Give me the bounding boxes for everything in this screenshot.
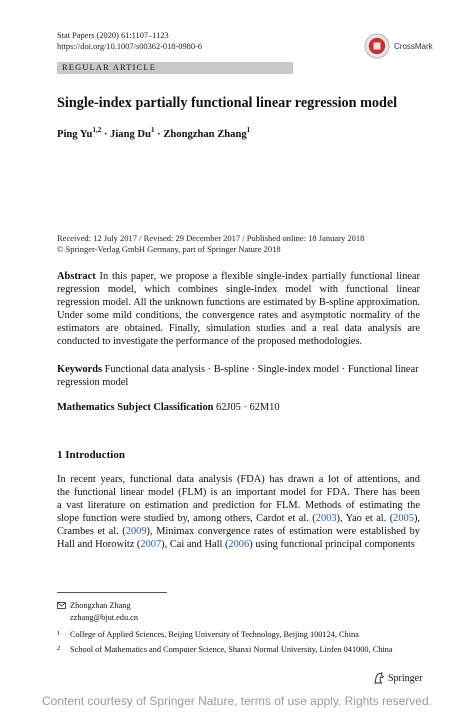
intro-line xyxy=(57,526,420,539)
affiliation-text: School of Mathematics and Computer Science, Shanxi Normal University, Linfen 041000, China xyxy=(70,645,393,654)
author-affiliation-mark: 1 xyxy=(150,126,155,134)
copyright-line: © Springer-Verlag GmbH Germany, part of Springer Nature 2018 xyxy=(57,244,281,254)
journal-header xyxy=(57,30,202,52)
citation-link[interactable]: 2003 xyxy=(315,512,337,524)
contact-name: Zhongzhan Zhang xyxy=(70,601,131,610)
affiliation-number: 1 xyxy=(57,630,61,637)
intro-text: slope function were studied by, among others, Cardot et al. ( xyxy=(57,512,316,524)
citation-link[interactable]: 2009 xyxy=(125,525,147,537)
publisher-name: Springer xyxy=(388,672,423,684)
intro-line xyxy=(57,487,420,500)
intro-text: In recent years, functional data analysis (FDA) has drawn a lot of attentions, and xyxy=(57,474,420,485)
article-title: Single-index partially functional linear regression model xyxy=(57,95,398,111)
corresponding-author xyxy=(57,600,138,623)
crossmark-badge[interactable] xyxy=(364,33,433,59)
intro-text: ), xyxy=(413,512,420,524)
intro-line xyxy=(57,474,420,487)
citation-link[interactable]: 2005 xyxy=(393,512,414,524)
publisher-logo xyxy=(373,672,422,684)
intro-text: a vast literature on estimation and prediction for FLM. Methods of estimating the xyxy=(57,499,420,511)
keywords-text: Functional data analysis · B-spline · Single-index model · Functional linear regression model xyxy=(57,364,419,388)
abstract-label: Abstract xyxy=(57,271,96,282)
intro-text: ), Minimax convergence rates of estimation were established by xyxy=(146,525,420,537)
intro-line xyxy=(57,500,420,513)
intro-text: Hall and Horowitz ( xyxy=(57,538,141,550)
publication-dates xyxy=(57,233,364,255)
affiliation-1 xyxy=(57,628,359,640)
crossmark-label: CrossMark xyxy=(394,41,433,51)
article-type-banner xyxy=(57,62,293,74)
history-dates: Received: 12 July 2017 / Revised: 29 December 2017 / Published online: 18 January 2018 xyxy=(57,233,365,243)
affiliation-number: 2 xyxy=(57,645,61,652)
author-affiliation-mark: 1 xyxy=(246,126,251,134)
copyright-footer: Content courtesy of Springer Nature, terms of use apply. Rights reserved. xyxy=(42,694,432,708)
springer-horse-icon xyxy=(373,672,385,684)
crossmark-icon xyxy=(364,33,390,59)
author-affiliation-mark: 1,2 xyxy=(92,126,102,134)
intro-text: the functional linear model (FLM) is an important model for FDA. There has been xyxy=(57,486,420,498)
section-number: 1 xyxy=(57,449,63,461)
author-list xyxy=(57,126,251,140)
citation-link[interactable]: 2007 xyxy=(140,538,162,550)
intro-text: Crambes et al. ( xyxy=(57,525,126,537)
footnote-divider xyxy=(57,592,167,593)
article-type-label: REGULAR ARTICLE xyxy=(62,63,157,72)
citation-link[interactable]: 2006 xyxy=(228,538,250,550)
section-heading xyxy=(57,449,125,461)
intro-line xyxy=(57,513,420,526)
author-name[interactable]: Ping Yu xyxy=(57,129,93,140)
msc-codes: 62J05 · 62M10 xyxy=(216,402,280,413)
author-name[interactable]: Zhongzhan Zhang xyxy=(163,129,247,140)
abstract-text: In this paper, we propose a flexible single-index partially functional linear regression model, which combines single-index model with functional linear regression model. All the unknown functions are estimated by B-spline approximation. Under some mild conditions, the convergence rates and asymptotic normality of the estimators are obtained. Finally, simulation studies and a real data analysis are conducted to investigate the performance of the proposed methodologies. xyxy=(57,271,420,347)
affiliation-2 xyxy=(57,643,393,655)
journal-citation-line: Stat Papers (2020) 61:1107–1123 xyxy=(57,31,169,40)
section-title: Introduction xyxy=(65,449,125,461)
intro-text: ), Cai and Hall ( xyxy=(161,538,229,550)
introduction-paragraph xyxy=(57,474,420,551)
abstract-paragraph xyxy=(57,271,420,348)
keywords-label: Keywords xyxy=(57,364,103,375)
contact-email[interactable]: zzhang@bjut.edu.cn xyxy=(70,612,138,622)
intro-text: ), Yao et al. ( xyxy=(336,512,394,524)
keywords-paragraph xyxy=(57,364,420,390)
author-separator: · xyxy=(103,129,108,140)
intro-line xyxy=(57,539,420,552)
author-name[interactable]: Jiang Du xyxy=(110,129,151,140)
author-separator: · xyxy=(157,129,161,140)
intro-text: ) using functional principal components xyxy=(249,538,415,550)
msc-label: Mathematics Subject Classification xyxy=(57,402,214,413)
doi-line[interactable]: https://doi.org/10.1007/s00362-018-0980-6 xyxy=(57,42,203,51)
affiliation-text: College of Applied Sciences, Beijing University of Technology, Beijing 100124, China xyxy=(70,630,359,639)
envelope-icon xyxy=(57,601,70,612)
msc-paragraph xyxy=(57,402,280,415)
